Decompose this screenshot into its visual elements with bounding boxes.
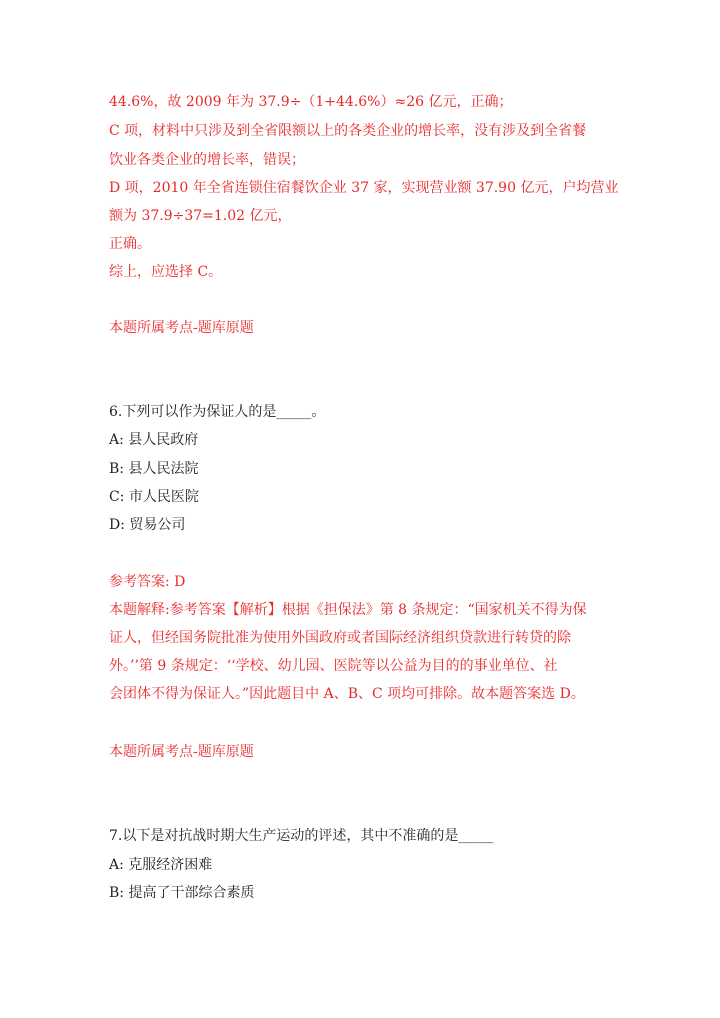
source-note: 本题所属考点-题库原题	[109, 320, 254, 336]
question-stem: 7.以下是对抗战时期大生产运动的评述，其中不准确的是_____	[109, 828, 494, 844]
explanation-line: 证人，但经国务院批准为使用外国政府或者国际经济组织贷款进行转贷的除	[109, 630, 571, 646]
explanation-line: 会团体不得为保证人。”因此题目中 A、B、C 项均可排除。故本题答案选 D。	[109, 686, 585, 702]
option-b: B: 提高了干部综合素质	[109, 885, 255, 901]
explanation-line: 正确。	[109, 236, 151, 252]
explanation-line: C 项，材料中只涉及到全省限额以上的各类企业的增长率，没有涉及到全省餐	[109, 123, 587, 139]
option-a: A: 克服经济困难	[109, 857, 213, 873]
explanation-line: 饮业各类企业的增长率，错误；	[109, 152, 305, 168]
explanation-line: 额为 37.9÷37=1.02 亿元，	[109, 208, 292, 224]
question-stem: 6.下列可以作为保证人的是_____。	[109, 404, 326, 420]
explanation-line: 44.6%，故 2009 年为 37.9÷（1+44.6%）≈26 亿元，正确；	[109, 94, 513, 110]
option-d: D: 贸易公司	[109, 517, 186, 533]
answer-line: 参考答案: D	[109, 574, 186, 590]
explanation-line: 本题解释:参考答案【解析】根据《担保法》第 8 条规定：“国家机关不得为保	[109, 602, 587, 618]
explanation-line: 外。’’第 9 条规定：‘‘学校、幼儿园、医院等以公益为目的的事业单位、社	[109, 658, 558, 674]
option-a: A: 县人民政府	[109, 432, 199, 448]
option-c: C: 市人民医院	[109, 489, 199, 505]
explanation-line: D 项，2010 年全省连锁住宿餐饮企业 37 家，实现营业额 37.90 亿元，户均营业	[109, 180, 619, 196]
option-b: B: 县人民法院	[109, 461, 199, 477]
explanation-line: 综上，应选择 C。	[109, 264, 223, 280]
source-note: 本题所属考点-题库原题	[109, 744, 254, 760]
